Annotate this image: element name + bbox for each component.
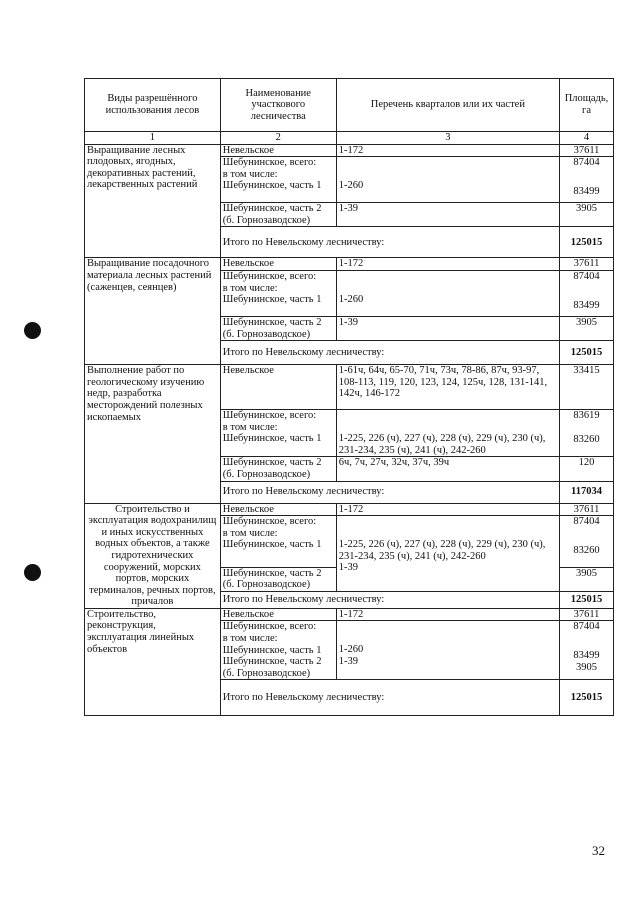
area-value: 87404 (573, 270, 600, 282)
area-cell: 120 (560, 457, 614, 481)
part-label: Шебунинское, часть 2 (222, 567, 322, 579)
quarters-cell (336, 157, 559, 203)
area-value: 83619 (573, 410, 600, 422)
forestry-name (220, 157, 336, 203)
area-cell (560, 516, 614, 568)
total-value: 125015 (560, 227, 614, 258)
part-sub-label: (б. Горнозаводское) (222, 328, 311, 340)
forestry-total-label: Шебунинское, всего: (222, 157, 317, 169)
total-label: Итого по Невельскому лесничеству: (220, 680, 559, 716)
punch-hole-top (24, 322, 41, 339)
part-label: Шебунинское, часть 2 (222, 316, 322, 328)
quarters-cell: 1-39 (336, 203, 559, 227)
header-col1: Виды разрешённого использования лесов (85, 79, 221, 132)
column-number: 4 (560, 132, 614, 145)
area-cell: 3905 (560, 316, 614, 340)
use-type-cell: Строительство и эксплуатация водохранилищ и иных искусственных водных объектов, а также гидротехнических сооружений, морских портов, морских терминалов, речных портов, причалов (85, 503, 221, 608)
forestry-name: Невельское (220, 258, 336, 271)
quarters-cell: 1-172 (336, 258, 559, 271)
forestry-name: Невельское (220, 144, 336, 157)
part-label: Шебунинское, часть 1 (222, 433, 322, 445)
area-cell: 37611 (560, 144, 614, 157)
part-sub-label: (б. Горнозаводское) (222, 667, 311, 679)
total-label: Итого по Невельскому лесничеству: (220, 341, 559, 365)
part-sub-label: (б. Горнозаводское) (222, 468, 311, 480)
area-value: 87404 (573, 516, 600, 528)
column-number: 2 (220, 132, 336, 145)
forestry-total-label: Шебунинское, всего: (222, 410, 317, 422)
header-row (85, 79, 614, 132)
table-row (85, 258, 614, 271)
header-col2: Наименование участкового лесничества (220, 79, 336, 132)
forestry-name: Невельское (220, 365, 336, 410)
forestry-name (220, 516, 336, 568)
forestry-total-label: Шебунинское, всего: (222, 516, 317, 528)
quarters-cell (336, 621, 559, 680)
total-label: Итого по Невельскому лесничеству: (220, 227, 559, 258)
column-number: 1 (85, 132, 221, 145)
total-value: 125015 (560, 341, 614, 365)
area-value: 83499 (573, 650, 600, 662)
column-number-row (85, 132, 614, 145)
area-value: 87404 (573, 621, 600, 633)
page-number: 32 (592, 843, 605, 858)
area-cell (560, 410, 614, 457)
area-cell: 37611 (560, 608, 614, 621)
area-cell (560, 270, 614, 316)
area-cell (560, 157, 614, 203)
part-label: Шебунинское, часть 1 (222, 539, 322, 551)
table-row (85, 365, 614, 410)
table-row (85, 144, 614, 157)
total-label: Итого по Невельскому лесничеству: (220, 481, 559, 503)
quarters-cell (336, 516, 559, 592)
quarters-cell: 1-172 (336, 503, 559, 516)
area-value: 3905 (576, 661, 597, 673)
use-type-cell: Строительство, реконструкция, эксплуатация линейных объектов (85, 608, 221, 716)
use-type-cell: Выращивание посадочного материала лесных растений (саженцев, сеянцев) (85, 258, 221, 365)
forestry-name (220, 621, 336, 680)
quarters-cell: 1-172 (336, 608, 559, 621)
use-type-cell: Выполнение работ по геологическому изучению недр, разработка месторождений полезных ископаемых (85, 365, 221, 503)
part-label: Шебунинское, часть 2 (222, 203, 322, 215)
table-row (85, 608, 614, 621)
column-number: 3 (336, 132, 559, 145)
in-that-label: в том числе: (222, 168, 278, 180)
header-col4: Площадь, га (560, 79, 614, 132)
area-value: 83260 (573, 433, 600, 445)
use-type-cell: Выращивание лесных плодовых, ягодных, декоративных растений, лекарственных растений (85, 144, 221, 258)
area-cell: 33415 (560, 365, 614, 410)
punch-hole-bottom (24, 564, 41, 581)
quarters-text: 1-260 (338, 180, 364, 192)
area-cell (560, 621, 614, 680)
area-cell: 37611 (560, 503, 614, 516)
in-that-label: в том числе: (222, 282, 278, 294)
forestry-name (220, 457, 336, 481)
part-label: Шебунинское, часть 1 (222, 180, 322, 192)
forest-use-table (84, 78, 614, 716)
quarters-text: 1-39 (338, 562, 358, 574)
quarters-cell: 1-61ч, 64ч, 65-70, 71ч, 73ч, 78-86, 87ч, 93-97, 108-113, 119, 120, 123, 124, 125ч, 128, 131-141, 142ч, 146-172 (336, 365, 559, 410)
in-that-label: в том числе: (222, 633, 278, 645)
quarters-text: 1-39 (338, 656, 358, 668)
part-label: Шебунинское, часть 2 (222, 656, 322, 668)
forestry-total-label: Шебунинское, всего: (222, 621, 317, 633)
forestry-name (220, 567, 336, 591)
quarters-cell: 1-39 (336, 316, 559, 340)
forestry-name: Невельское (220, 503, 336, 516)
quarters-cell (336, 410, 559, 457)
part-label: Шебунинское, часть 2 (222, 457, 322, 469)
area-value: 87404 (573, 157, 600, 169)
forestry-total-label: Шебунинское, всего: (222, 270, 317, 282)
table-row (85, 503, 614, 516)
quarters-text: 1-225, 226 (ч), 227 (ч), 228 (ч), 229 (ч), 230 (ч), 231-234, 235 (ч), 241 (ч), 242-260 (338, 433, 546, 456)
quarters-cell: 1-172 (336, 144, 559, 157)
quarters-cell (336, 270, 559, 316)
total-value: 125015 (560, 591, 614, 608)
part-label: Шебунинское, часть 1 (222, 294, 322, 306)
forestry-name (220, 410, 336, 457)
quarters-text: 1-225, 226 (ч), 227 (ч), 228 (ч), 229 (ч), 230 (ч), 231-234, 235 (ч), 241 (ч), 242-260 (338, 539, 546, 562)
forestry-name: Невельское (220, 608, 336, 621)
area-value: 83499 (573, 185, 600, 197)
total-label: Итого по Невельскому лесничеству: (220, 591, 559, 608)
part-sub-label: (б. Горнозаводское) (222, 214, 311, 226)
part-sub-label: (б. Горнозаводское) (222, 579, 311, 591)
quarters-cell: 6ч, 7ч, 27ч, 32ч, 37ч, 39ч (336, 457, 559, 481)
area-cell: 37611 (560, 258, 614, 271)
area-value: 83499 (573, 299, 600, 311)
part-label: Шебунинское, часть 1 (222, 644, 322, 656)
total-value: 125015 (560, 680, 614, 716)
forestry-name (220, 203, 336, 227)
quarters-text: 1-260 (338, 293, 364, 305)
area-value: 83260 (573, 544, 600, 556)
forestry-name (220, 316, 336, 340)
area-cell: 3905 (560, 567, 614, 591)
quarters-text: 1-260 (338, 644, 364, 656)
forestry-name (220, 270, 336, 316)
area-cell: 3905 (560, 203, 614, 227)
header-col3: Перечень кварталов или их частей (336, 79, 559, 132)
total-value: 117034 (560, 481, 614, 503)
in-that-label: в том числе: (222, 527, 278, 539)
in-that-label: в том числе: (222, 421, 278, 433)
